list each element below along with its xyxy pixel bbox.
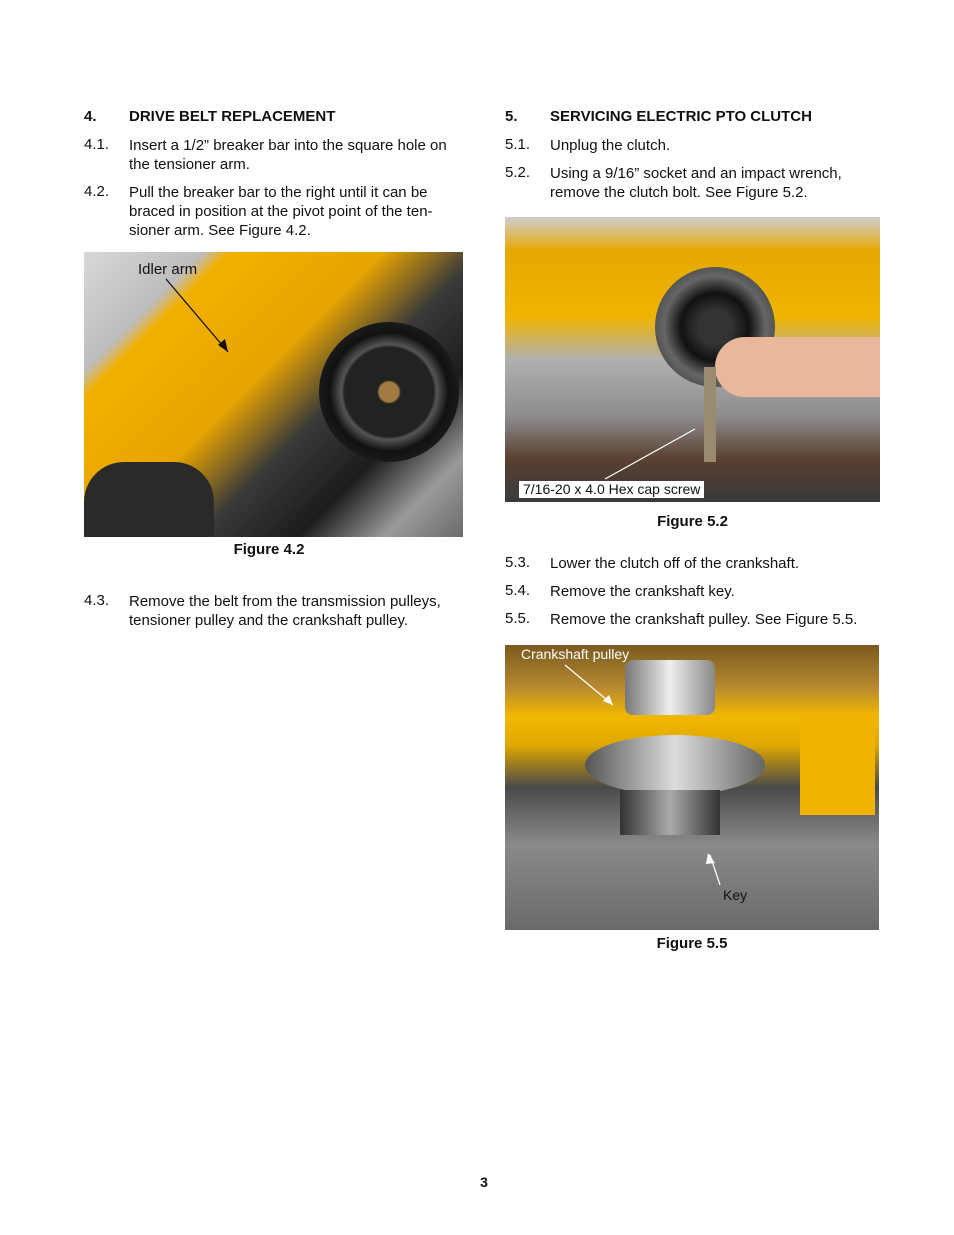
step-number: 4.3.: [84, 592, 110, 609]
step-text: Unplug the clutch.: [550, 137, 671, 154]
step-text: Lower the clutch off of the crankshaft.: [550, 555, 800, 572]
step-text: Using a 9/16” socket and an impact wrench, remove the clutch bolt. See Figure 5.2.: [550, 165, 842, 201]
step-text: Insert a 1/2” breaker bar into the square hole on the tensioner arm.: [129, 137, 447, 173]
key-label: Key: [723, 887, 748, 903]
figure-5-2-caption: Figure 5.2: [657, 513, 728, 530]
figure-4-2-photo: [84, 252, 463, 537]
step-text: Remove the crankshaft pulley. See Figure 5.5.: [550, 611, 858, 628]
step-text: Remove the belt from the transmission pulleys, tensioner pulley and the crankshaft pulley.: [129, 593, 441, 629]
idler-arm-label: Idler arm: [138, 261, 198, 278]
step-number: 5.3.: [505, 554, 531, 571]
step-number: 5.2.: [505, 164, 531, 181]
step-number: 4.1.: [84, 136, 110, 153]
page-number: 3: [480, 1174, 488, 1190]
step-number: 5.5.: [505, 610, 531, 627]
section-5-title: SERVICING ELECTRIC PTO CLUTCH: [550, 108, 812, 125]
step-text: Pull the breaker bar to the right until it can be braced in position at the pivot point of the ten-sioner arm. See Figure 4.2.: [129, 184, 433, 239]
section-4-title: DRIVE BELT REPLACEMENT: [129, 108, 336, 125]
step-number: 5.1.: [505, 136, 531, 153]
step-number: 4.2.: [84, 183, 110, 200]
idler-arrow: [84, 252, 463, 537]
figure-5-5-photo: [505, 645, 879, 930]
crankshaft-pulley-label: Crankshaft pulley: [521, 646, 630, 662]
section-4-number: 4.: [84, 108, 97, 125]
figure-4-2-caption: Figure 4.2: [233, 541, 305, 558]
step-text: Remove the crankshaft key.: [550, 583, 735, 600]
section-5-number: 5.: [505, 108, 518, 125]
hex-cap-screw-label: 7/16-20 x 4.0 Hex cap screw: [519, 481, 704, 498]
figure-5-2-photo: [505, 217, 880, 502]
step-number: 5.4.: [505, 582, 531, 599]
bolt-pointer-line: [505, 217, 880, 502]
label-arrows: [505, 645, 879, 930]
figure-5-5-caption: Figure 5.5: [656, 935, 728, 952]
